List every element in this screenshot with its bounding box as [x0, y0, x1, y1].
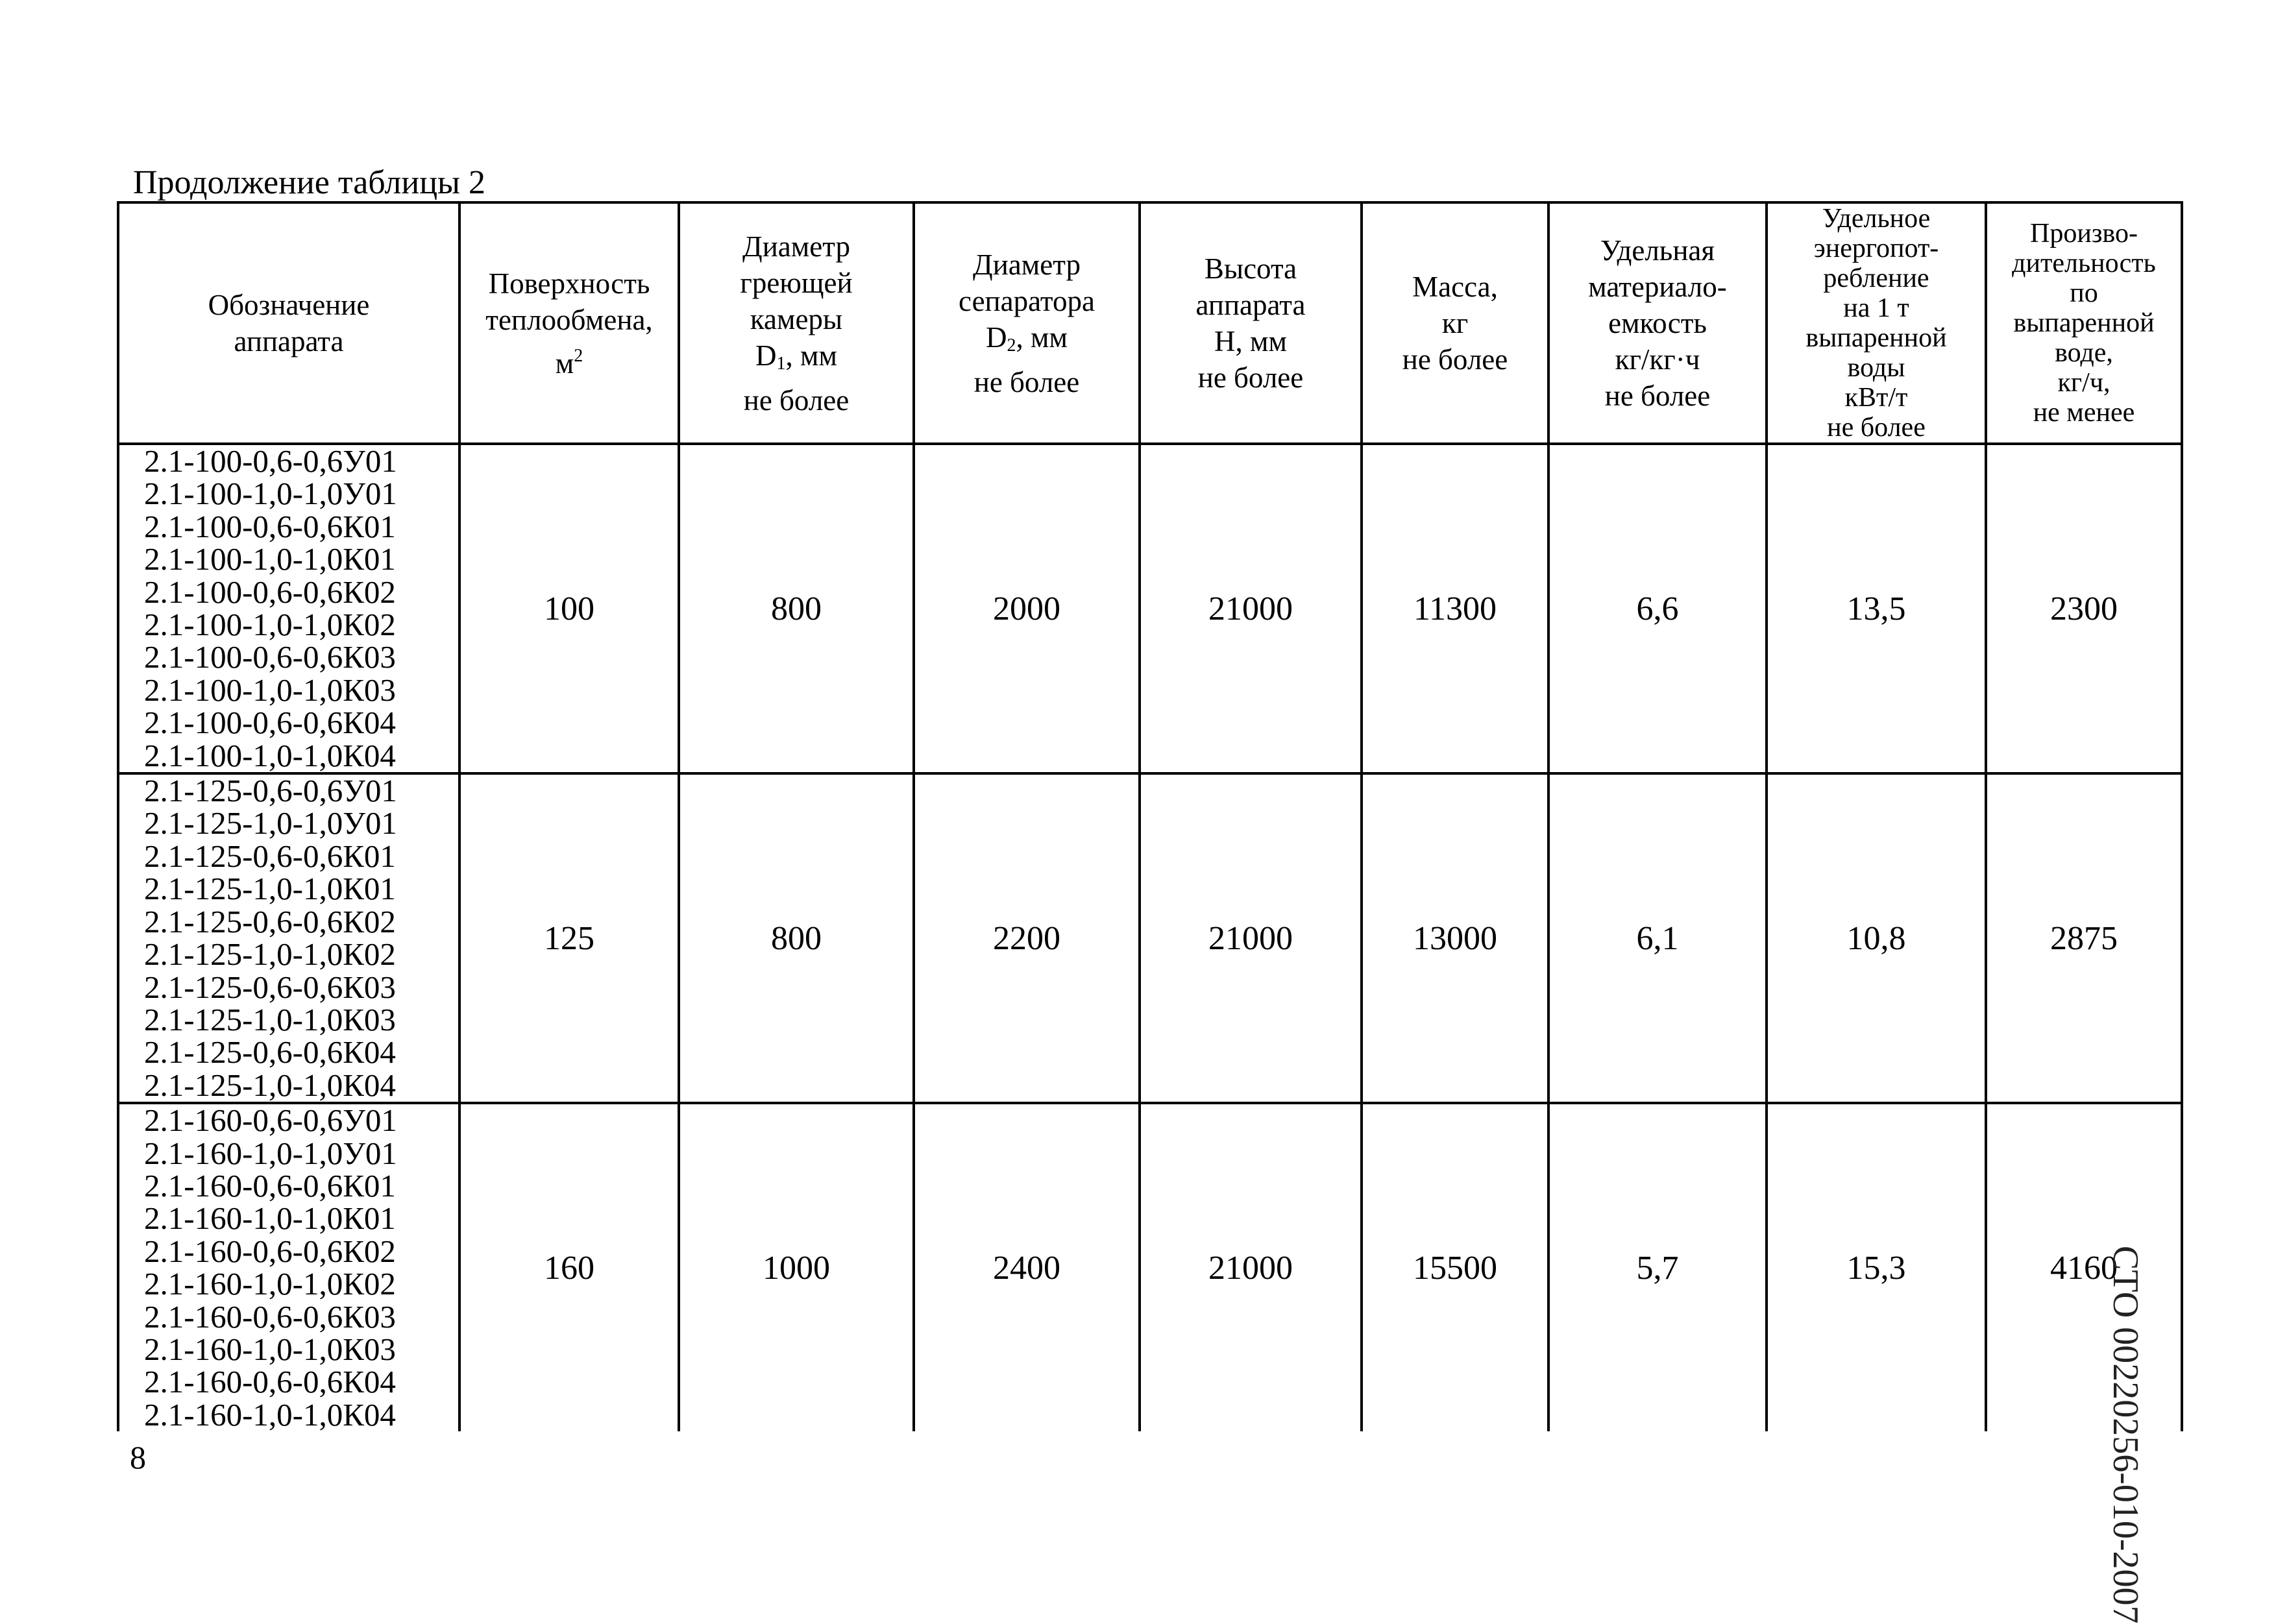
cell-energy: 10,8: [1767, 773, 1986, 1103]
designation-item: 2.1-100-1,0-1,0К04: [144, 737, 396, 773]
header-surface: Поверхность теплообмена, $м^2$: [459, 202, 679, 444]
designation-item: 2.1-125-0,6-0,6К02: [144, 903, 396, 939]
table-caption: Продолжение таблицы 2: [133, 164, 485, 201]
header-material: Удельная материало- емкость кг/кг·ч не более: [1548, 202, 1767, 444]
cell-d2: 2000: [914, 444, 1140, 773]
cell-height: 21000: [1140, 444, 1362, 773]
designation-list: [118, 1103, 459, 1431]
header-productivity: Произво- дительность по выпаренной воде, кг/ч, не менее: [1986, 202, 2182, 444]
designation-item: 2.1-125-0,6-0,6К04: [144, 1034, 396, 1071]
cell-productivity: 4160: [1986, 1103, 2182, 1431]
designation-item: 2.1-125-1,0-1,0К03: [144, 1001, 396, 1037]
header-d2: Диаметр сепаратора $D_2$, мм не более: [914, 202, 1140, 444]
cell-material: 6,6: [1548, 444, 1767, 773]
designation-item: 2.1-125-0,6-0,6У01: [144, 773, 397, 809]
designation-item: 2.1-160-0,6-0,6К04: [144, 1364, 396, 1400]
cell-productivity: 2875: [1986, 773, 2182, 1103]
cell-mass: 11300: [1362, 444, 1548, 773]
cell-mass: 15500: [1362, 1103, 1548, 1431]
designation-item: 2.1-100-1,0-1,0К01: [144, 541, 396, 577]
page-number: 8: [130, 1439, 146, 1475]
designation-item: 2.1-160-1,0-1,0К01: [144, 1200, 396, 1237]
cell-d1: 800: [679, 773, 914, 1103]
cell-d1: 1000: [679, 1103, 914, 1431]
designation-list: [118, 444, 459, 773]
cell-height: 21000: [1140, 1103, 1362, 1431]
designation-item: 2.1-125-1,0-1,0К01: [144, 871, 396, 907]
document-code: СТО 00220256-010-2007: [2105, 1246, 2146, 1624]
designation-item: 2.1-125-1,0-1,0У01: [144, 805, 397, 842]
header-mass: Масса, кг не более: [1362, 202, 1548, 444]
designation-item: 2.1-100-1,0-1,0К03: [144, 672, 396, 708]
cell-surface: 100: [459, 444, 679, 773]
designation-item: 2.1-160-1,0-1,0К02: [144, 1266, 396, 1302]
designation-item: 2.1-125-0,6-0,6К01: [144, 838, 396, 874]
cell-mass: 13000: [1362, 773, 1548, 1103]
cell-d2: 2200: [914, 773, 1140, 1103]
designation-item: 2.1-100-1,0-1,0У01: [144, 476, 397, 512]
header-height: Высота аппарата H, мм не более: [1140, 202, 1362, 444]
designation-item: 2.1-160-1,0-1,0К03: [144, 1331, 396, 1367]
designation-item: 2.1-100-0,6-0,6К04: [144, 705, 396, 741]
cell-d1: 800: [679, 444, 914, 773]
designation-item: 2.1-160-1,0-1,0У01: [144, 1135, 397, 1171]
cell-material: 5,7: [1548, 1103, 1767, 1431]
table-row: [118, 444, 2182, 773]
designation-item: 2.1-100-0,6-0,6У01: [144, 443, 397, 479]
designation-item: 2.1-100-0,6-0,6К01: [144, 508, 396, 544]
cell-surface: 160: [459, 1103, 679, 1431]
cell-material: 6,1: [1548, 773, 1767, 1103]
designation-item: 2.1-100-0,6-0,6К03: [144, 639, 396, 675]
designation-item: 2.1-160-0,6-0,6У01: [144, 1102, 397, 1139]
designation-item: 2.1-160-0,6-0,6К03: [144, 1298, 396, 1335]
header-d1: Диаметр греющей камеры $D_1$, мм не более: [679, 202, 914, 444]
cell-energy: 15,3: [1767, 1103, 1986, 1431]
designation-item: 2.1-100-0,6-0,6К02: [144, 574, 396, 610]
cell-surface: 125: [459, 773, 679, 1103]
designation-item: 2.1-160-1,0-1,0К04: [144, 1396, 396, 1433]
header-row: [118, 202, 2182, 444]
specs-table: [117, 201, 2183, 1431]
cell-height: 21000: [1140, 773, 1362, 1103]
designation-item: 2.1-160-0,6-0,6К01: [144, 1167, 396, 1204]
designation-list: [118, 773, 459, 1103]
header-designation: Обозначение аппарата: [118, 202, 459, 444]
cell-d2: 2400: [914, 1103, 1140, 1431]
cell-productivity: 2300: [1986, 444, 2182, 773]
designation-item: 2.1-125-1,0-1,0К04: [144, 1067, 396, 1103]
cell-energy: 13,5: [1767, 444, 1986, 773]
table-row: [118, 773, 2182, 1103]
header-energy: Удельное энергопот- ребление на 1 т выпаренной воды кВт/т не более: [1767, 202, 1986, 444]
designation-item: 2.1-100-1,0-1,0К02: [144, 607, 396, 643]
designation-item: 2.1-125-0,6-0,6К03: [144, 969, 396, 1005]
designation-item: 2.1-160-0,6-0,6К02: [144, 1233, 396, 1269]
table-row: [118, 1103, 2182, 1431]
designation-item: 2.1-125-1,0-1,0К02: [144, 936, 396, 973]
